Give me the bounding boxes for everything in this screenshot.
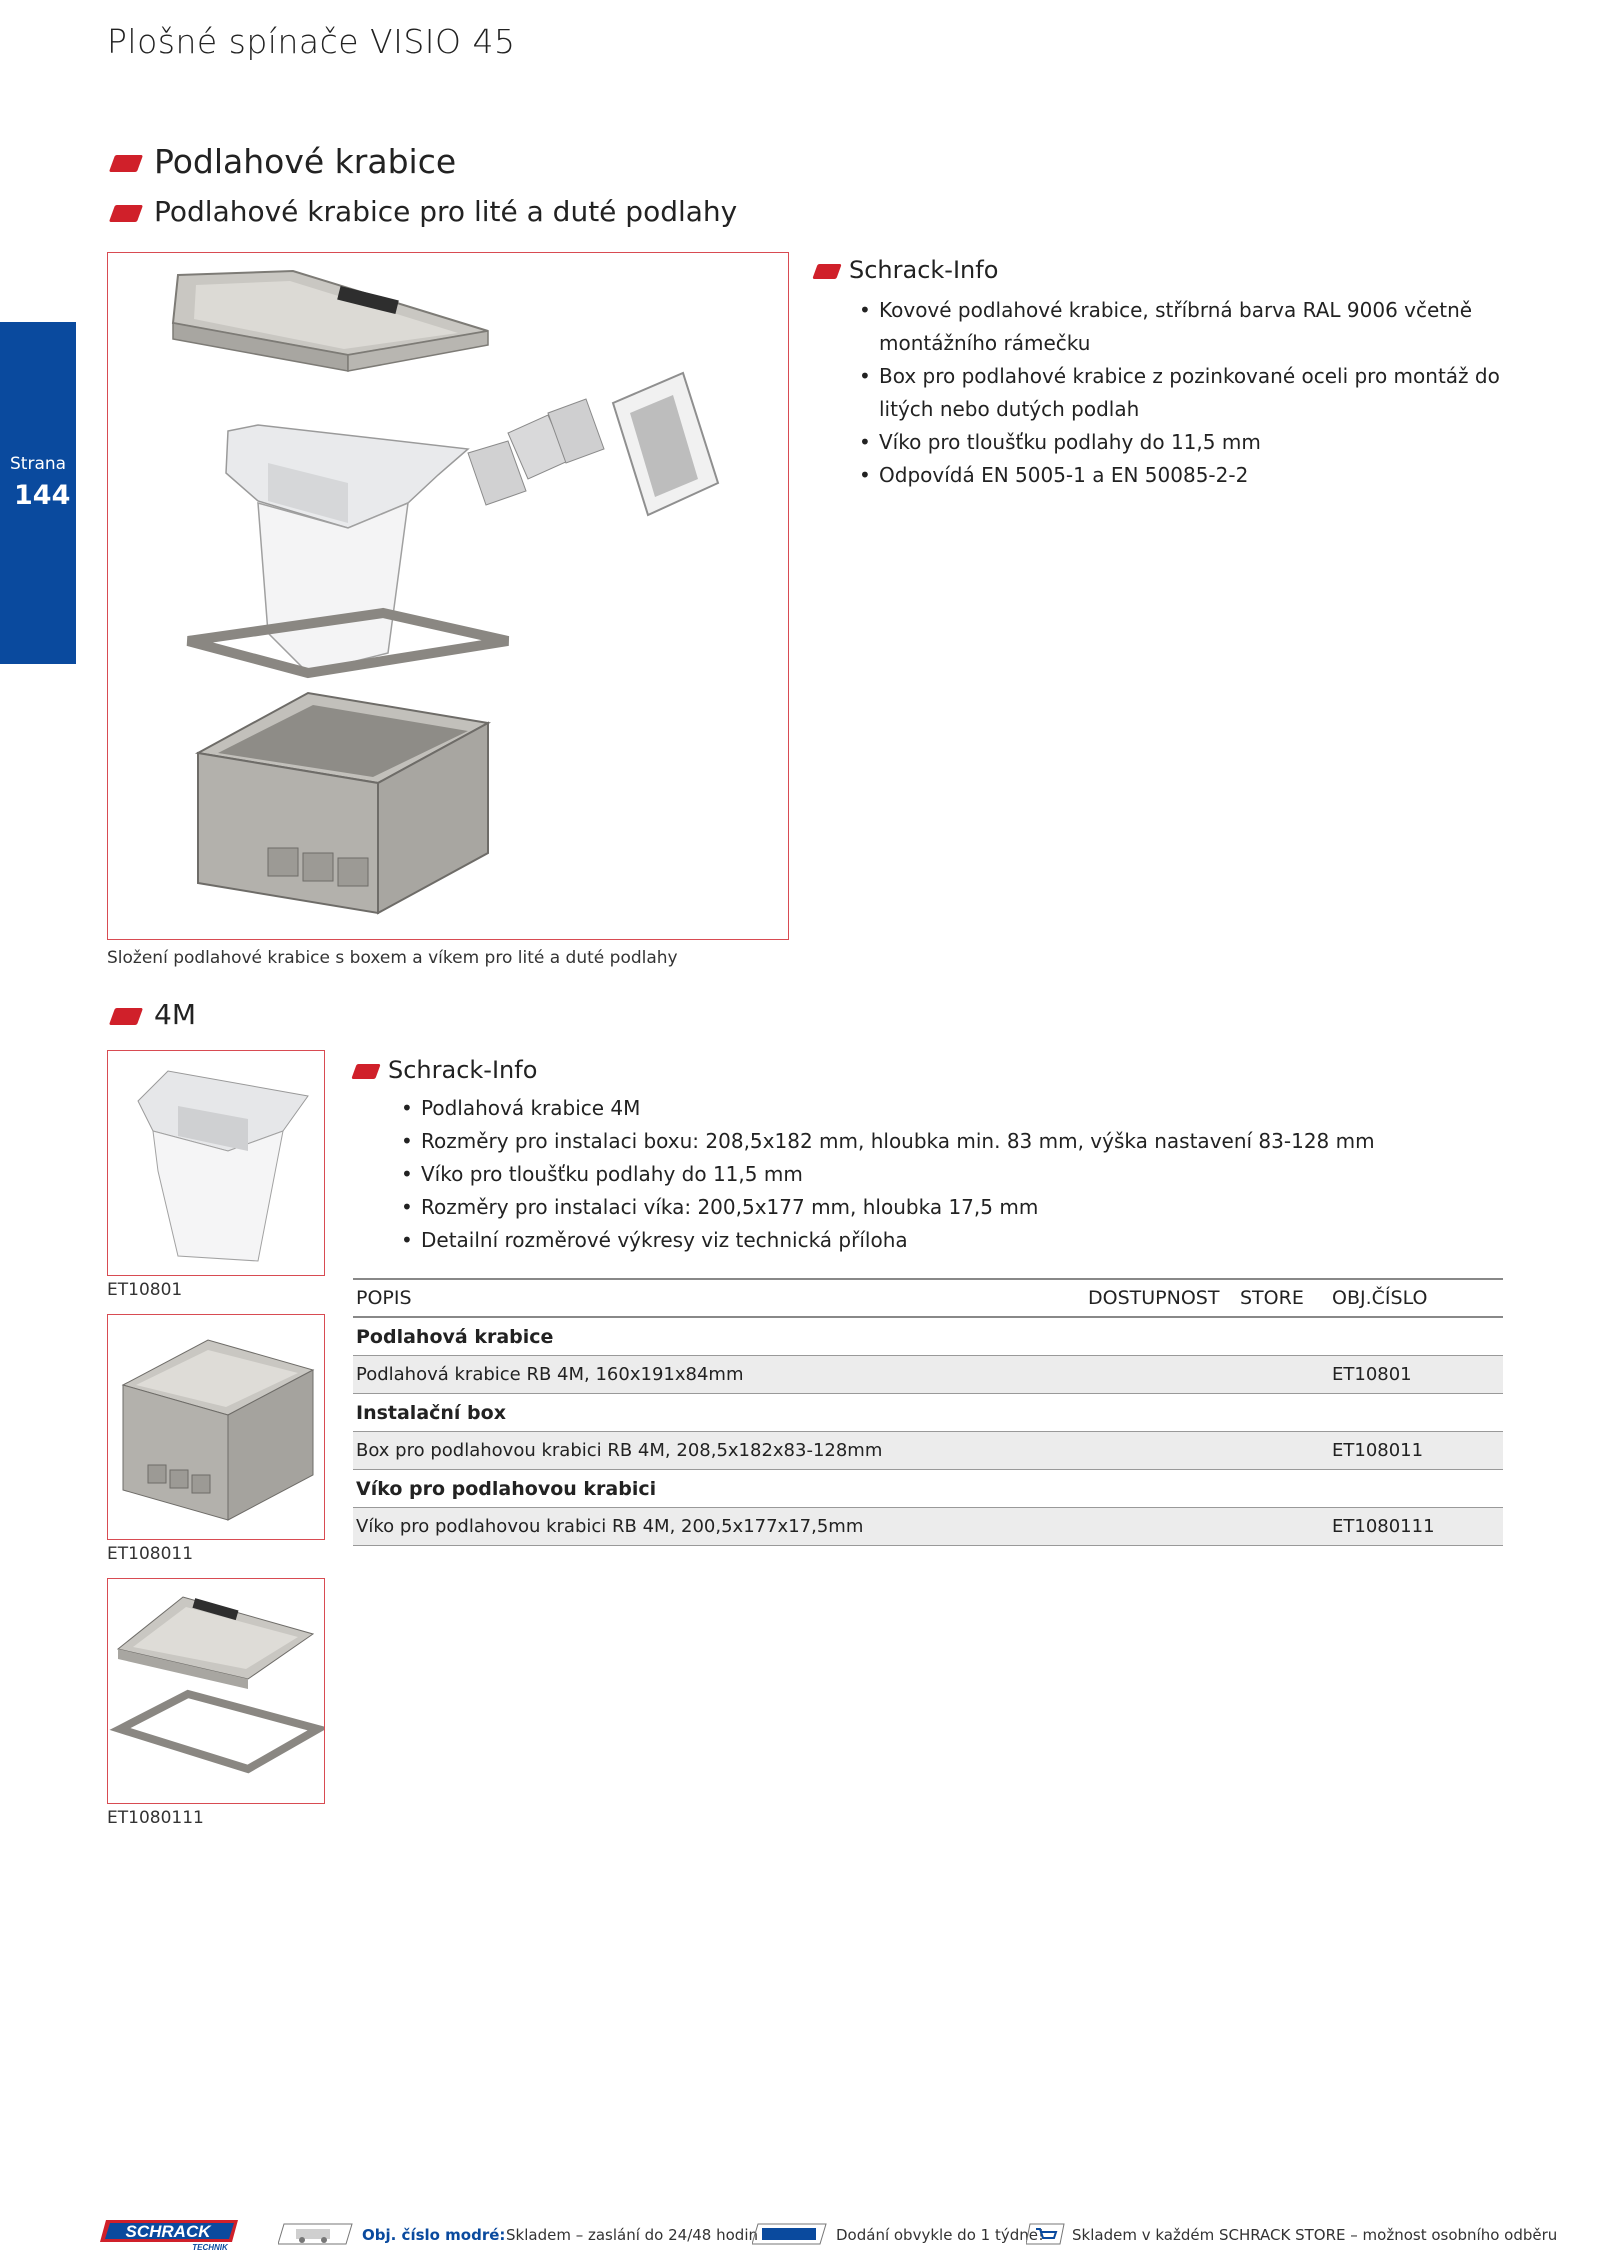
floor-box-lid-illustration bbox=[108, 1579, 324, 1803]
col-header-store: STORE bbox=[1237, 1279, 1329, 1317]
hero-info-title bbox=[815, 256, 998, 284]
red-marker-icon bbox=[351, 1064, 380, 1079]
table-header-row bbox=[353, 1279, 1503, 1317]
product-table bbox=[353, 1278, 1503, 1546]
thumb-et108011 bbox=[107, 1314, 325, 1540]
side-tab-label: Strana bbox=[10, 454, 67, 474]
row-availability bbox=[1085, 1508, 1237, 1546]
table-category-row bbox=[353, 1394, 1503, 1432]
exploded-floor-box-illustration bbox=[108, 253, 788, 939]
info-4m-item: • Rozměry pro instalaci víka: 200,5x177 mm, hloubka 17,5 mm bbox=[397, 1191, 1497, 1224]
section-subheading bbox=[112, 195, 737, 228]
info-4m-list bbox=[397, 1092, 1497, 1257]
red-marker-icon bbox=[812, 264, 841, 279]
col-header-obj: OBJ.ČÍSLO bbox=[1329, 1279, 1503, 1317]
table-row[interactable] bbox=[353, 1356, 1503, 1394]
hero-info-item-continuation: litých nebo dutých podlah bbox=[879, 397, 1140, 421]
footer-obj-label: Obj. číslo modré: bbox=[362, 2226, 506, 2244]
cart-icon bbox=[1026, 2222, 1066, 2250]
thumb-et1080111 bbox=[107, 1578, 325, 1804]
category-label: Víko pro podlahovou krabici bbox=[353, 1470, 1503, 1508]
category-label: Podlahová krabice bbox=[353, 1317, 1503, 1356]
row-availability bbox=[1085, 1356, 1237, 1394]
row-order-number: ET1080111 bbox=[1329, 1508, 1503, 1546]
logo-text: SCHRACK bbox=[125, 2222, 211, 2241]
page-title: Plošné spínače VISIO 45 bbox=[107, 22, 516, 61]
sub-heading-4m bbox=[112, 998, 196, 1031]
table-category-row bbox=[353, 1470, 1503, 1508]
info-4m-item: • Detailní rozměrové výkresy viz technická příloha bbox=[397, 1224, 1497, 1257]
hero-info-item-continuation: montážního rámečku bbox=[879, 331, 1091, 355]
table-category-row bbox=[353, 1317, 1503, 1356]
red-marker-icon bbox=[109, 155, 143, 172]
col-header-popis: POPIS bbox=[353, 1279, 1085, 1317]
row-store bbox=[1237, 1508, 1329, 1546]
page-side-tab bbox=[0, 322, 76, 664]
hero-info-item: • Víko pro tloušťku podlahy do 11,5 mm bbox=[855, 426, 1535, 459]
calendar-icon bbox=[752, 2222, 828, 2250]
section-heading bbox=[112, 142, 456, 181]
thumb-caption: ET10801 bbox=[107, 1280, 183, 1300]
schrack-logo-icon bbox=[100, 2218, 240, 2252]
col-header-dostupnost: DOSTUPNOST bbox=[1085, 1279, 1237, 1317]
hero-info-title-text: Schrack-Info bbox=[849, 256, 999, 284]
page-number: 144 bbox=[14, 480, 71, 511]
hero-info-item: • Kovové podlahové krabice, stříbrná barva RAL 9006 včetně bbox=[855, 294, 1535, 327]
red-marker-icon bbox=[109, 205, 143, 222]
footer-stock-text: Skladem – zaslání do 24/48 hodin bbox=[506, 2226, 758, 2244]
footer-store-text: Skladem v každém SCHRACK STORE – možnost osobního odběru bbox=[1072, 2226, 1558, 2244]
row-store bbox=[1237, 1356, 1329, 1394]
row-order-number: ET10801 bbox=[1329, 1356, 1503, 1394]
hero-info-item: • Odpovídá EN 5005-1 a EN 50085-2-2 bbox=[855, 459, 1535, 492]
table-row[interactable] bbox=[353, 1508, 1503, 1546]
hero-product-image bbox=[107, 252, 789, 940]
thumb-et10801 bbox=[107, 1050, 325, 1276]
row-description: Víko pro podlahovou krabici RB 4M, 200,5x177x17,5mm bbox=[353, 1508, 1085, 1546]
thumb-caption: ET108011 bbox=[107, 1544, 194, 1564]
sub-heading-4m-text: 4M bbox=[154, 998, 196, 1031]
category-label: Instalační box bbox=[353, 1394, 1503, 1432]
row-description: Box pro podlahovou krabici RB 4M, 208,5x182x83-128mm bbox=[353, 1432, 1085, 1470]
red-marker-icon bbox=[109, 1008, 143, 1025]
row-description: Podlahová krabice RB 4M, 160x191x84mm bbox=[353, 1356, 1085, 1394]
footer-delivery-text: Dodání obvykle do 1 týdne! bbox=[836, 2226, 1044, 2244]
floor-box-metal-illustration bbox=[108, 1315, 324, 1539]
info-4m-item: • Víko pro tloušťku podlahy do 11,5 mm bbox=[397, 1158, 1497, 1191]
info-4m-title-text: Schrack-Info bbox=[388, 1056, 538, 1084]
hero-caption: Složení podlahové krabice s boxem a víkem pro lité a duté podlahy bbox=[107, 948, 678, 968]
footer-legend bbox=[100, 2218, 1558, 2252]
row-availability bbox=[1085, 1432, 1237, 1470]
row-order-number: ET108011 bbox=[1329, 1432, 1503, 1470]
logo-subtext: TECHNIK bbox=[192, 2243, 228, 2252]
info-4m-item: • Podlahová krabice 4M bbox=[397, 1092, 1497, 1125]
row-store bbox=[1237, 1432, 1329, 1470]
hero-info-item: • Box pro podlahové krabice z pozinkované oceli pro montáž do bbox=[855, 360, 1535, 393]
info-4m-item: • Rozměry pro instalaci boxu: 208,5x182 mm, hloubka min. 83 mm, výška nastavení 83-128 mm bbox=[397, 1125, 1497, 1158]
section-heading-text: Podlahové krabice bbox=[154, 142, 457, 181]
hero-info-list bbox=[855, 294, 1535, 492]
thumb-caption: ET1080111 bbox=[107, 1808, 204, 1828]
info-4m-title bbox=[354, 1056, 537, 1084]
floor-box-insert-illustration bbox=[108, 1051, 324, 1275]
table-row[interactable] bbox=[353, 1432, 1503, 1470]
truck-icon bbox=[278, 2222, 354, 2250]
section-subheading-text: Podlahové krabice pro lité a duté podlahy bbox=[154, 195, 738, 228]
schrack-logo bbox=[100, 2218, 240, 2256]
